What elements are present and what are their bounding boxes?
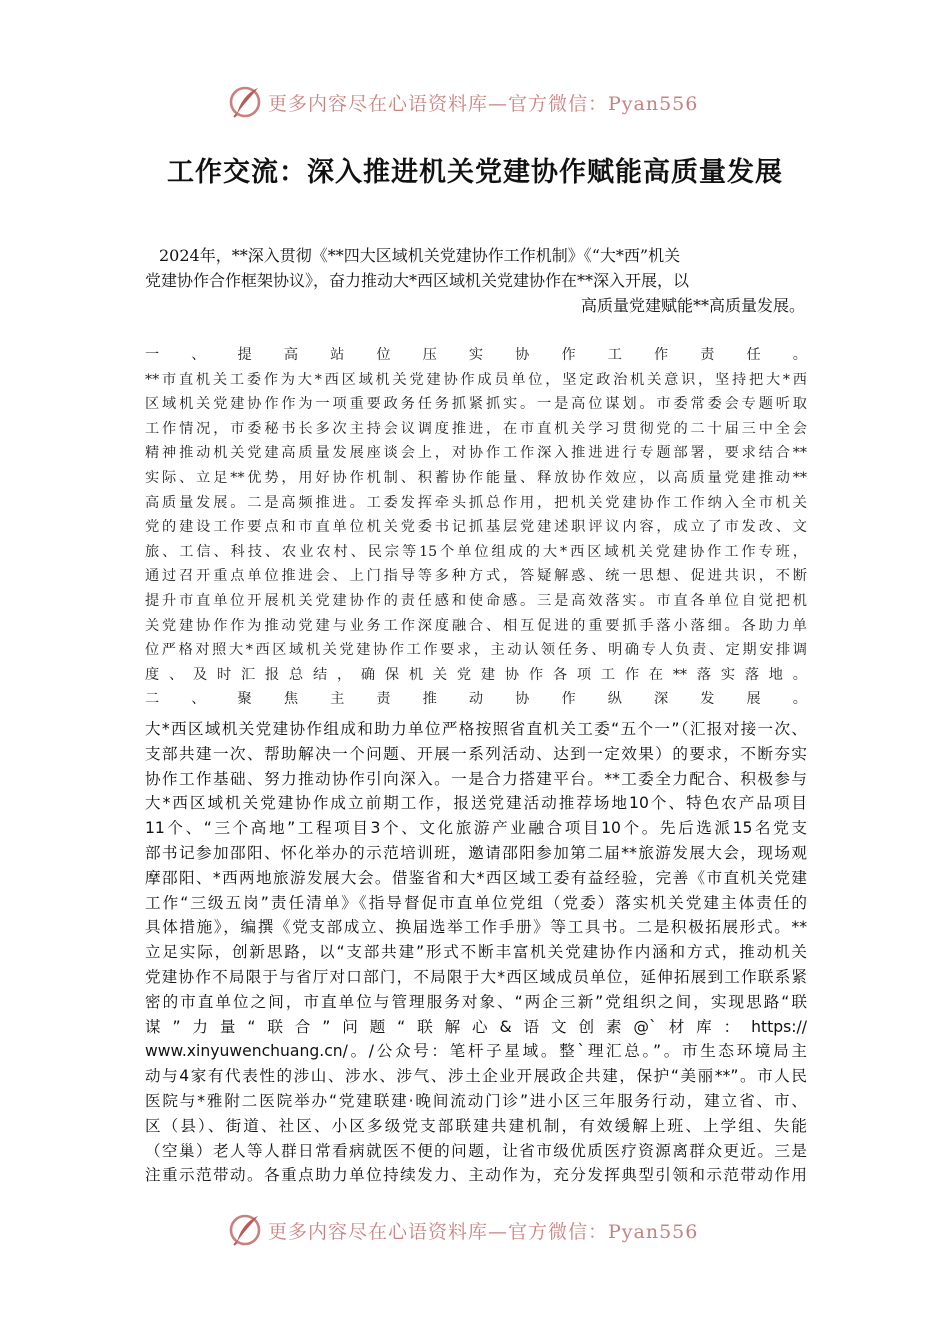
body-line: 具体措施》，编撰《党支部成立、换届选举工作手册》等工具书。二是积极拓展形式。** [145,918,807,937]
body-line: 党的建设工作要点和市直单位机关党委书记抓基层党建述职评议内容，成立了市发改、文 [145,519,807,536]
body-line: www.xinyuwenchuang.cn/。/公众号：笔杆子星域。整`理汇总。”。市生态环境局主 [145,1042,807,1061]
body-line: 精神推动机关党建高质量发展座谈会上，对协作工作深入推进进行专题部署，要求结合** [145,445,807,462]
body-line: 度、及时汇报总结，确保机关党建协作各项工作在**落实落地。 [145,666,807,683]
quill-pen-logo-icon [228,1212,264,1248]
watermark-text: 更多内容尽在心语资料库—官方微信：Pyan556 [268,92,699,115]
body-line: 部书记参加邵阳、怀化举办的示范培训班，邀请邵阳参加第二届**旅游发展大会，现场观 [145,843,807,862]
section-2-body [145,717,807,1188]
intro-line: 党建协作合作框架协议》，奋力推动大*西区域机关党建协作在**深入开展，以 [145,271,690,290]
body-line: 医院与*雅附二医院举办“党建联建·晚间流动门诊”进小区三年服务行动，建立省、市、 [145,1091,807,1110]
body-line: （空巢）老人等人群日常看病就医不便的问题，让省市级优质医疗资源离群众更近。三是 [145,1141,807,1160]
body-line: 大*西区域机关党建协作成立前期工作，报送党建活动推荐场地10个、特色农产品项目 [145,794,807,813]
watermark-banner-bottom [228,1210,728,1250]
quill-pen-logo-icon [228,84,264,120]
body-line: 注重示范带动。各重点助力单位持续发力、主动作为，充分发挥典型引领和示范带动作用 [145,1166,807,1185]
body-line: **市直机关工委作为大*西区域机关党建协作成员单位，坚定政治机关意识，坚持把大*西 [145,371,807,388]
body-line: 谋”力量“联合”问题“联解心&语文创素@`材库：https:// [145,1017,807,1036]
body-line: 动与4家有代表性的涉山、涉水、涉气、涉土企业开展政企共建，保护“美丽**”。市人民 [145,1067,807,1086]
body-line: 实际、立足**优势，用好协作机制、积蓄协作能量、释放协作效应，以高质量党建推动** [145,469,807,486]
body-line: 高质量发展。二是高频推进。工委发挥牵头抓总作用，把机关党建协作工作纳入全市机关 [145,494,807,511]
page-title: 工作交流：深入推进机关党建协作赋能高质量发展 [167,157,783,188]
body-line: 协作工作基础、努力推动协作引向深入。一是合力搭建平台。**工委全力配合、积极参与 [145,769,807,788]
body-line: 党建协作不局限于与省厅对口部门，不局限于大*西区域成员单位，延伸拓展到工作联系紧 [145,967,807,986]
body-line: 关党建协作作为推动党建与业务工作深度融合、相互促进的重要抓手落小落细。各助力单 [145,617,807,634]
body-line: 11个、“三个高地”工程项目3个、文化旅游产业融合项目10个。先后选派15名党支 [145,819,807,838]
body-line: 区域机关党建协作作为一项重要政务任务抓紧抓实。一是高位谋划。市委常委会专题听取 [145,396,807,413]
intro-line: 高质量党建赋能**高质量发展。 [580,296,805,315]
body-line: 立足实际，创新思路，以“支部共建”形式不断丰富机关党建协作内涵和方式，推动机关 [145,943,807,962]
body-line: 区（县）、街道、社区、小区多级党支部联建共建机制，有效缓解上班、上学组、失能 [145,1116,807,1135]
body-line: 密的市直单位之间，市直单位与管理服务对象、“两企三新”党组织之间，实现思路“联 [145,992,807,1011]
body-line: 通过召开重点单位推进会、上门指导等多种方式，答疑解惑、统一思想、促进共识，不断 [145,568,807,585]
watermark-banner-top [228,82,728,122]
section-1 [145,343,807,712]
body-line: 提升市直单位开展机关党建协作的责任感和使命感。三是高效落实。市直各单位自觉把机 [145,592,807,609]
body-line: 大*西区域机关党建协作组成和助力单位严格按照省直机关工委“五个一”（汇报对接一次、 [145,720,807,738]
body-line: 工作“三级五岗”责任清单》《指导督促市直单位党组（党委）落实机关党建主体责任的 [145,893,807,912]
section-heading: 一、提高站位压实协作工作责任。 [145,347,807,363]
intro-line: 2024年，**深入贯彻《**四大区域机关党建协作工作机制》《“大*西”机关 [159,246,681,265]
body-line: 位严格对照大*西区域机关党建协作工作要求，主动认领任务、明确专人负责、定期安排调 [145,642,807,659]
body-line: 摩邵阳、*西两地旅游发展大会。借鉴省和大*西区域工委有益经验，完善《市直机关党建 [145,868,807,887]
body-line: 工作情况，市委秘书长多次主持会议调度推进，在市直机关学习贯彻党的二十届三中全会 [145,420,807,437]
body-line: 支部共建一次、帮助解决一个问题、开展一系列活动、达到一定效果）的要求，不断夯实 [145,744,807,763]
watermark-text: 更多内容尽在心语资料库—官方微信：Pyan556 [268,1220,699,1243]
body-line: 旅、工信、科技、农业农村、民宗等15个单位组成的大*西区域机关党建协作工作专班， [145,543,807,560]
section-heading: 二、聚焦主责推动协作纵深发展。 [145,691,807,708]
intro-paragraph [145,243,805,318]
